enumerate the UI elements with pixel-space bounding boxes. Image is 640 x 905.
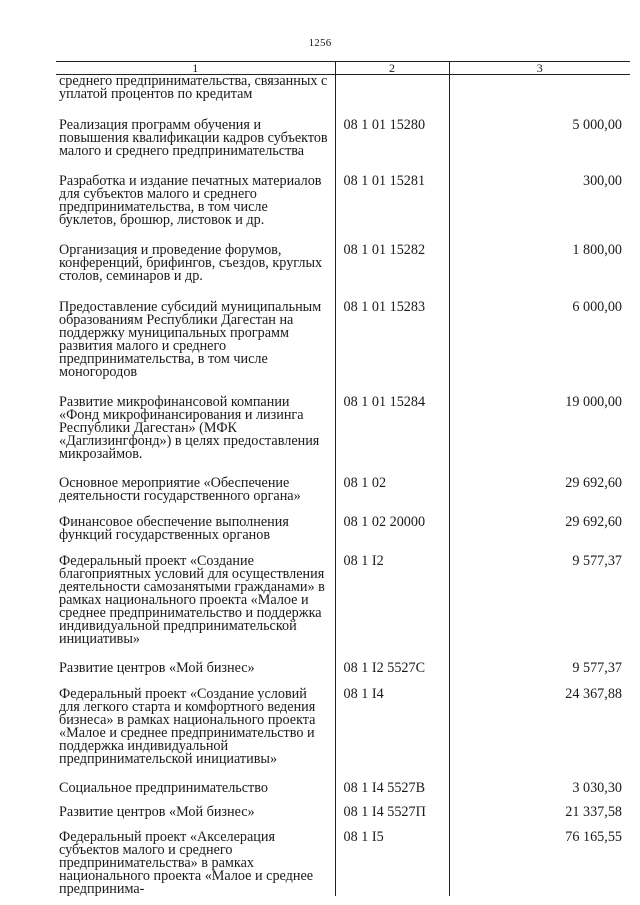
item-code: 08 1 01 15281 [335,175,449,227]
item-amount: 76 165,55 [449,831,630,896]
item-code: 08 1 01 15284 [335,396,449,461]
item-name: среднего предпринимательства, связанных с уплатой процентов по кредитам [59,73,328,102]
item-code: 08 1 01 15282 [335,244,449,283]
item-amount: 24 367,88 [449,688,630,766]
table-row [56,662,630,675]
item-amount: 29 692,60 [449,477,630,503]
item-name: Социальное предпринимательство [59,780,268,796]
table-row [56,782,630,795]
item-code: 08 1 02 20000 [335,516,449,542]
item-name: Предоставление субсидий муниципальным образованиям Республики Дагестан на поддержку муниципальных программ развития малого и среднего предпринимательства, в том числе моногородов [59,299,322,380]
table-row [56,244,630,283]
item-amount: 5 000,00 [449,119,630,158]
table-row [56,806,630,819]
item-name: Разработка и издание печатных материалов для субъектов малого и среднего предпринимательства, в том числе буклетов, брошюр, листовок и др. [59,173,322,228]
item-code: 08 1 I2 5527С [335,662,449,675]
table-row [56,396,630,461]
item-code: 08 1 I4 [335,688,449,766]
item-code: 08 1 I4 5527В [335,782,449,795]
table-row [56,688,630,766]
table-row [56,175,630,227]
item-amount: 19 000,00 [449,396,630,461]
page-number: 1256 [308,37,332,49]
item-code: 08 1 01 15283 [335,301,449,379]
column-header-1: 1 [56,62,335,75]
item-name: Федеральный проект «Создание благоприятных условий для осуществления деятельности самозанятыми гражданами» в рамках национального проекта «Малое и среднее предпринимательство и поддержка индивидуальной предпринимательской инициативы» [59,553,325,647]
item-name: Организация и проведение форумов, конференций, брифингов, съездов, круглых столов, семинаров и др. [59,242,323,284]
table-row [56,301,630,379]
item-name: Развитие центров «Мой бизнес» [59,804,255,820]
item-code: 08 1 01 15280 [335,119,449,158]
item-amount: 6 000,00 [449,301,630,379]
item-name: Федеральный проект «Создание условий для легкого старта и комфортного ведения бизнеса» в рамках национального проекта «Малое и среднее предпринимательство и поддержка индивидуальной предпринимательской инициативы» [59,686,316,767]
item-code: 08 1 02 [335,477,449,503]
table-row [56,477,630,503]
table-row [56,831,630,896]
item-name: Федеральный проект «Акселерация субъектов малого и среднего предпринимательства» в рамках национального проекта «Малое и среднее предпринима- [59,829,314,897]
item-code: 08 1 I5 [335,831,449,896]
item-name: Развитие микрофинансовой компании «Фонд микрофинансирования и лизинга Республики Дагестан» (МФК «Даглизингфонд») в целях предоставления микрозаймов. [59,394,320,462]
item-code: 08 1 I2 [335,555,449,646]
budget-table [56,61,630,896]
item-amount: 9 577,37 [449,662,630,675]
item-name: Развитие центров «Мой бизнес» [59,660,255,676]
item-amount: 29 692,60 [449,516,630,542]
table-row [56,516,630,542]
item-name: Основное мероприятие «Обеспечение деятельности государственного органа» [59,475,301,504]
column-header-2: 2 [335,62,449,75]
item-name: Реализация программ обучения и повышения квалификации кадров субъектов малого и среднего предпринимательства [59,117,328,159]
table-row [56,555,630,646]
item-name: Финансовое обеспечение выполнения функций государственных органов [59,514,289,543]
table-row [56,119,630,158]
table-row [56,75,630,102]
item-amount: 3 030,30 [449,782,630,795]
item-code [335,75,449,102]
item-amount: 9 577,37 [449,555,630,646]
item-amount: 300,00 [449,175,630,227]
item-code: 08 1 I4 5527П [335,806,449,819]
column-header-3: 3 [449,62,630,75]
item-amount [449,75,630,102]
item-amount: 1 800,00 [449,244,630,283]
item-amount: 21 337,58 [449,806,630,819]
